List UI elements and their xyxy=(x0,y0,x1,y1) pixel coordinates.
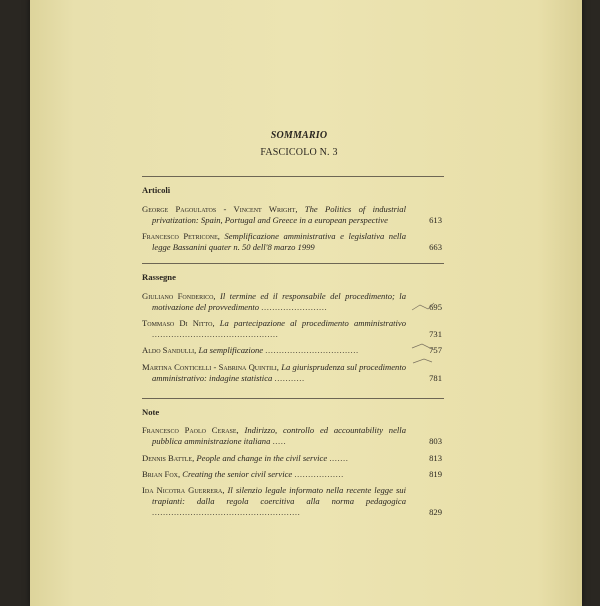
entry-author: Tommaso Di Nitto, xyxy=(142,318,215,329)
toc-entry xyxy=(142,345,442,356)
section-title-note: Note xyxy=(142,407,160,418)
entry-title: La semplificazione xyxy=(198,345,264,356)
entry-author: Brian Fox, xyxy=(142,468,181,479)
entry-title: Creating the senior civil service xyxy=(182,468,293,479)
entry-page: 757 xyxy=(429,345,442,356)
leader-dots: .............................................. xyxy=(152,329,279,340)
leader-dots: .................. xyxy=(294,468,344,479)
toc-entry xyxy=(142,318,442,340)
leader-dots: .................................. xyxy=(265,345,359,356)
leader-dots: ........... xyxy=(274,372,305,383)
leader-dots: ....... xyxy=(329,452,349,463)
entry-author: Aldo Sandulli, xyxy=(142,345,197,356)
entry-page: 613 xyxy=(429,214,442,225)
entry-author: Dennis Battle, xyxy=(142,452,195,463)
section-rule xyxy=(142,398,444,399)
entry-page: 829 xyxy=(429,507,442,518)
entry-page: 781 xyxy=(429,372,442,383)
issue-number: FASCICOLO N. 3 xyxy=(260,147,338,159)
entry-title: The Politics of industrial privatization: Spain, Portugal and Greece in a european perspective xyxy=(152,203,406,225)
entry-page: 803 xyxy=(429,436,442,447)
entry-author: Francesco Paolo Cerase, xyxy=(142,425,239,436)
section-title-articoli: Articoli xyxy=(142,185,171,196)
pencil-mark-icon xyxy=(410,356,436,366)
leader-dots: ..... xyxy=(272,436,287,447)
pencil-mark-icon xyxy=(410,342,436,352)
leader-dots: ...................................................... xyxy=(152,507,301,518)
entry-title: La partecipazione al procedimento amministrativo xyxy=(219,318,407,329)
toc-entry xyxy=(142,362,442,384)
section-rule xyxy=(142,176,444,177)
entry-title: Il termine ed il responsabile del procedimento; la motivazione del provvedimento xyxy=(152,290,406,312)
entry-author: Giuliano Fonderico, xyxy=(142,290,216,301)
book-page xyxy=(30,0,582,606)
entry-page: 663 xyxy=(429,242,442,253)
entry-author: Francesco Petricone, xyxy=(142,231,220,242)
entry-author: George Pagoulatos - Vincent Wright, xyxy=(142,203,298,214)
entry-title: Indirizzo, controllo ed accountability nella pubblica amministrazione italiana xyxy=(152,425,406,447)
entry-title: La giurisprudenza sul procedimento amministrativo: indagine statistica xyxy=(152,361,407,383)
toc-entry xyxy=(142,425,442,447)
toc-entry xyxy=(142,231,442,253)
section-title-rassegne: Rassegne xyxy=(142,272,176,283)
entry-page: 819 xyxy=(429,468,442,479)
toc-entry xyxy=(142,485,442,519)
contents-title: SOMMARIO xyxy=(270,130,328,141)
entry-title: Il silenzio legale informato nella recente legge sui trapianti: dalla regola coercitiva alla norma pedagogica xyxy=(152,485,406,507)
section-rule xyxy=(142,263,444,264)
entry-page: 695 xyxy=(429,301,442,312)
entry-page: 813 xyxy=(429,452,442,463)
toc-entry xyxy=(142,204,442,226)
entry-author: Martina Conticelli - Sabrina Quintili, xyxy=(142,361,279,372)
leader-dots: ........................ xyxy=(261,301,328,312)
toc-entry xyxy=(142,469,442,480)
toc-entry xyxy=(142,453,442,464)
entry-title: People and change in the civil service xyxy=(196,452,328,463)
pencil-mark-icon xyxy=(410,302,436,312)
entry-author: Ida Nicotra Guerrera, xyxy=(142,485,225,496)
table-of-contents xyxy=(142,130,442,524)
entry-page: 731 xyxy=(429,329,442,340)
entry-title: Semplificazione amministrativa e legislativa nella legge Bassanini quater n. 50 dell'8 marzo 1999 xyxy=(152,231,406,253)
toc-entry xyxy=(142,291,442,313)
